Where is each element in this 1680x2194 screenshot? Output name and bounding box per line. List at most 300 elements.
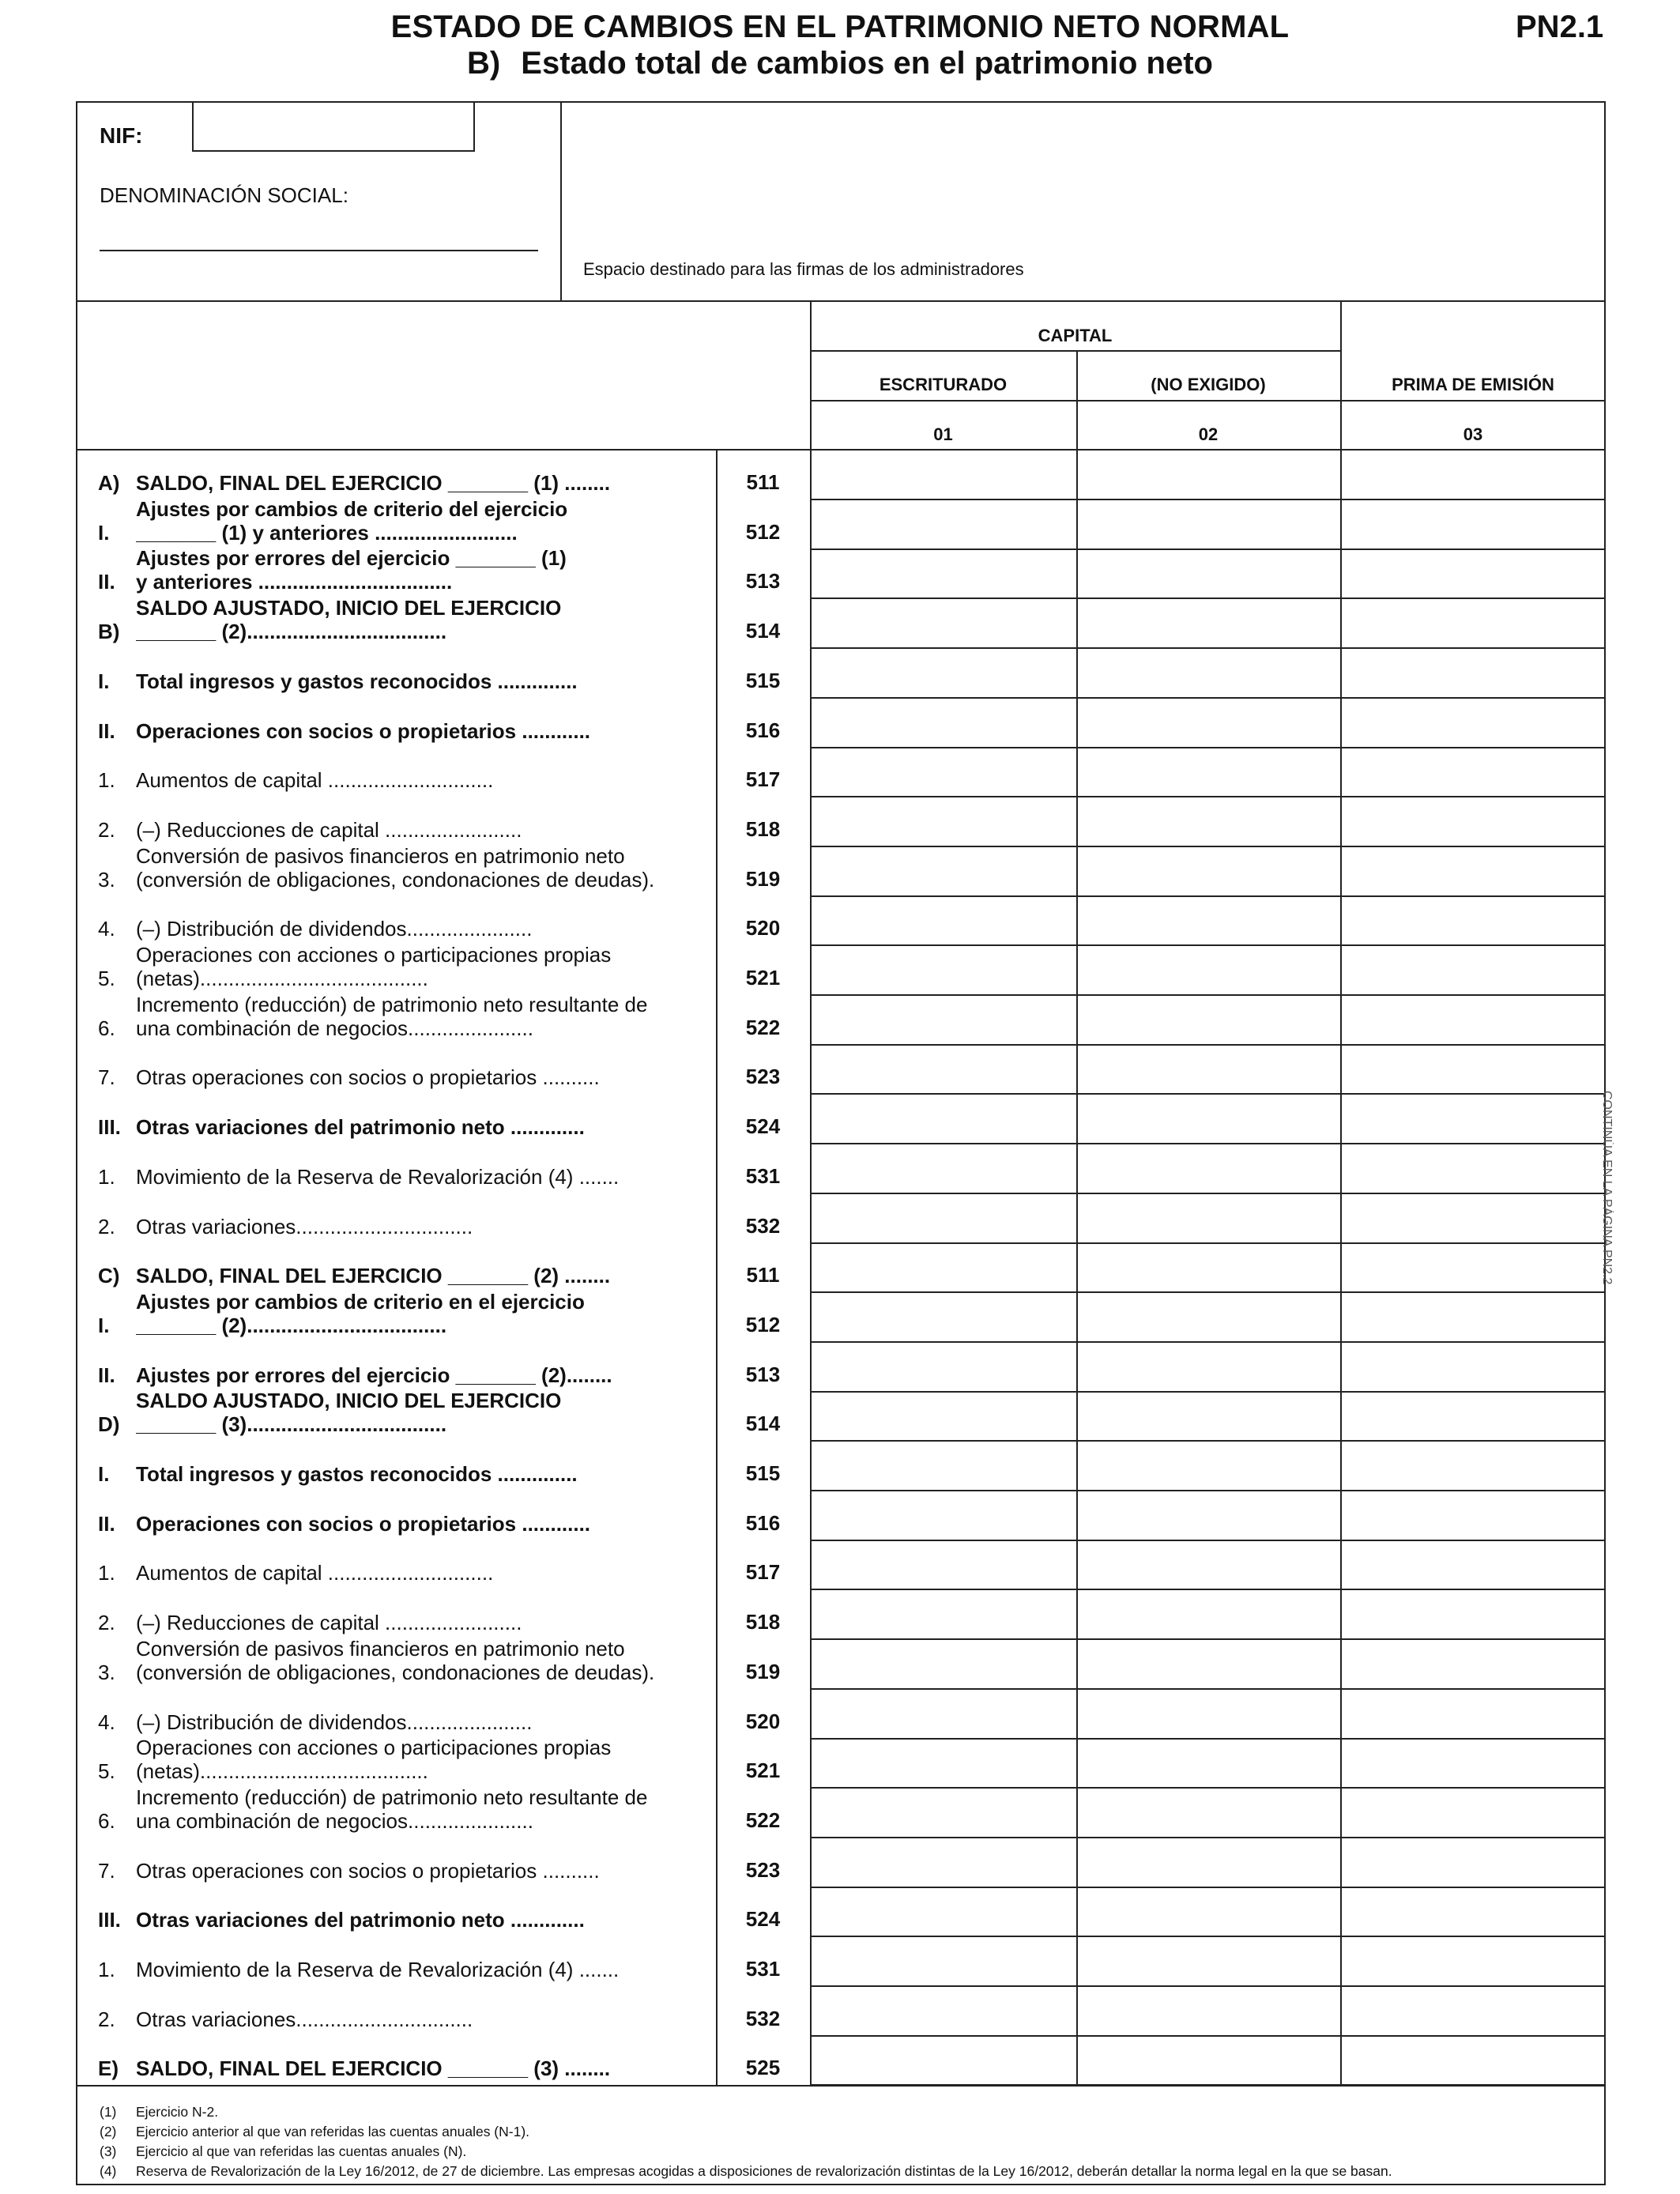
amount-cell-col1[interactable] xyxy=(812,1936,1076,1986)
amount-cell-col3[interactable] xyxy=(1342,747,1606,797)
row-marker: 5. xyxy=(98,1759,115,1784)
row-label xyxy=(98,993,699,1040)
amount-cell-col3[interactable] xyxy=(1342,1094,1606,1144)
row-text: Otras variaciones del patrimonio neto ............. xyxy=(136,1115,585,1140)
row-label xyxy=(98,596,699,643)
statement-row xyxy=(0,1193,1680,1243)
statement-row xyxy=(0,1838,1680,1887)
row-label xyxy=(98,768,699,792)
row-text: Operaciones con socios o propietarios ............ xyxy=(136,718,591,743)
row-marker: II. xyxy=(98,1363,115,1387)
amount-cell-col2[interactable] xyxy=(1078,450,1340,499)
row-text: (–) Distribución de dividendos...................... xyxy=(136,917,533,941)
row-code: 531 xyxy=(745,1163,781,1188)
row-marker: A) xyxy=(98,471,120,495)
row-label xyxy=(98,844,699,892)
amount-cell-col2[interactable] xyxy=(1078,1292,1340,1342)
no-exigido-header: (NO EXIGIDO) xyxy=(1151,375,1266,394)
amount-cell-col1[interactable] xyxy=(812,450,1076,499)
row-marker: III. xyxy=(98,1908,121,1932)
amount-cell-col3[interactable] xyxy=(1342,1887,1606,1936)
amount-cell-col1[interactable] xyxy=(812,1044,1076,1094)
row-code: 514 xyxy=(745,619,781,643)
amount-cell-col2[interactable] xyxy=(1078,747,1340,797)
row-marker: 7. xyxy=(98,1858,115,1883)
row-code: 523 xyxy=(745,1065,781,1089)
row-text: SALDO, FINAL DEL EJERCICIO _______ (3) ........ xyxy=(136,2056,611,2081)
footnote-mark: (4) xyxy=(100,2163,117,2179)
row-label xyxy=(98,1462,699,1486)
amount-cell-col1[interactable] xyxy=(812,1589,1076,1639)
amount-cell-col3[interactable] xyxy=(1342,995,1606,1045)
row-text: SALDO AJUSTADO, INICIO DEL EJERCICIO xyxy=(136,1389,562,1413)
amount-cell-col3[interactable] xyxy=(1342,1242,1606,1292)
row-text-continuation: _______ (2)................................... xyxy=(136,620,447,644)
row-text-continuation: y anteriores .................................. xyxy=(136,570,453,594)
row-marker: 3. xyxy=(98,867,115,892)
row-label xyxy=(98,719,699,743)
amount-cell-col1[interactable] xyxy=(812,548,1076,598)
statement-row xyxy=(0,1540,1680,1589)
row-text: (–) Distribución de dividendos...................... xyxy=(136,1710,533,1734)
row-label xyxy=(98,1958,699,1981)
amount-cell-col2[interactable] xyxy=(1078,1540,1340,1589)
row-label xyxy=(98,1290,699,1337)
row-marker: E) xyxy=(98,2056,119,2081)
footnote-text: Ejercicio N-2. xyxy=(136,2104,219,2120)
row-label xyxy=(98,546,699,594)
row-code: 520 xyxy=(745,916,781,941)
amount-cell-col1[interactable] xyxy=(812,747,1076,797)
firmas-area-label: Espacio destinado para las firmas de los administradores xyxy=(583,259,1024,279)
denominacion-social-field[interactable] xyxy=(100,250,538,251)
row-text: (–) Reducciones de capital ........................ xyxy=(136,817,522,842)
row-text-continuation: _______ (1) y anteriores ......................... xyxy=(136,520,518,545)
amount-cell-col1[interactable] xyxy=(812,1193,1076,1243)
amount-cell-col3[interactable] xyxy=(1342,945,1606,995)
amount-cell-col1[interactable] xyxy=(812,1292,1076,1342)
row-marker: 1. xyxy=(98,768,115,793)
statement-row xyxy=(0,992,1680,1045)
amount-cell-col2[interactable] xyxy=(1078,1986,1340,2036)
row-text-continuation: (conversión de obligaciones, condonaciones de deudas). xyxy=(136,1660,655,1684)
row-marker: III. xyxy=(98,1115,121,1140)
statement-row xyxy=(0,1044,1680,1094)
amount-cell-col3[interactable] xyxy=(1342,1491,1606,1540)
footnote-text: Ejercicio anterior al que van referidas las cuentas anuales (N-1). xyxy=(136,2124,530,2139)
side-continuation-note: CONTINÚA EN LA PÁGINA PN2.2 xyxy=(1600,1091,1614,1285)
amount-cell-col1[interactable] xyxy=(812,1242,1076,1292)
statement-row xyxy=(0,1936,1680,1986)
amount-cell-col2[interactable] xyxy=(1078,1838,1340,1887)
statement-row xyxy=(0,895,1680,945)
amount-cell-col2[interactable] xyxy=(1078,648,1340,698)
footnote xyxy=(100,2102,1392,2122)
row-text: SALDO, FINAL DEL EJERCICIO _______ (2) ........ xyxy=(136,1264,611,1288)
prima-emision-header: PRIMA DE EMISIÓN xyxy=(1392,375,1554,394)
statement-row xyxy=(0,1391,1680,1441)
statement-row xyxy=(0,450,1680,499)
amount-cell-col2[interactable] xyxy=(1078,1936,1340,1986)
row-text-continuation: (netas)........................................ xyxy=(136,967,428,990)
row-text-continuation: _______ (3)................................... xyxy=(136,1412,447,1437)
row-label xyxy=(98,1859,699,1883)
subtitle-prefix: B) xyxy=(467,46,501,81)
row-text-continuation: una combinación de negocios...................... xyxy=(136,1808,533,1833)
row-marker: D) xyxy=(98,1412,120,1437)
amount-cell-col3[interactable] xyxy=(1342,499,1606,549)
amount-cell-col3[interactable] xyxy=(1342,895,1606,945)
amount-cell-col2[interactable] xyxy=(1078,1391,1340,1441)
row-text: Total ingresos y gastos reconocidos .............. xyxy=(136,669,578,693)
amount-cell-col1[interactable] xyxy=(812,797,1076,846)
row-text: SALDO AJUSTADO, INICIO DEL EJERCICIO xyxy=(136,596,562,620)
row-code: 521 xyxy=(745,966,781,990)
amount-cell-col1[interactable] xyxy=(812,1441,1076,1491)
amount-cell-col3[interactable] xyxy=(1342,1342,1606,1392)
row-text: Conversión de pasivos financieros en patrimonio neto xyxy=(136,843,625,868)
amount-cell-col3[interactable] xyxy=(1342,1838,1606,1887)
amount-cell-col1[interactable] xyxy=(812,846,1076,896)
row-text: Conversión de pasivos financieros en patrimonio neto xyxy=(136,1636,625,1661)
statement-row xyxy=(0,1785,1680,1838)
statement-row xyxy=(0,1289,1680,1342)
row-text: Incremento (reducción) de patrimonio neto resultante de xyxy=(136,992,648,1016)
footnote-mark: (1) xyxy=(100,2104,117,2120)
row-text: Ajustes por cambios de criterio en el ejercicio xyxy=(136,1289,585,1314)
amount-cell-col1[interactable] xyxy=(812,945,1076,995)
row-label xyxy=(98,669,699,693)
row-code: 513 xyxy=(745,1362,781,1386)
amount-cell-col1[interactable] xyxy=(812,1144,1076,1193)
row-code: 520 xyxy=(745,1709,781,1733)
row-label xyxy=(98,1215,699,1238)
amount-cell-col3[interactable] xyxy=(1342,1639,1606,1689)
row-text: Incremento (reducción) de patrimonio neto resultante de xyxy=(136,1785,648,1809)
statement-row xyxy=(0,843,1680,896)
amount-cell-col1[interactable] xyxy=(812,995,1076,1045)
amount-cell-col1[interactable] xyxy=(812,1540,1076,1589)
row-code: 532 xyxy=(745,1213,781,1238)
amount-cell-col3[interactable] xyxy=(1342,1540,1606,1589)
row-code: 511 xyxy=(746,470,780,494)
row-label xyxy=(98,818,699,842)
amount-cell-col3[interactable] xyxy=(1342,1936,1606,1986)
row-label xyxy=(98,471,699,495)
capital-group-header: CAPITAL xyxy=(1038,326,1113,345)
amount-cell-col2[interactable] xyxy=(1078,945,1340,995)
row-label xyxy=(98,917,699,941)
amount-cell-col3[interactable] xyxy=(1342,797,1606,846)
row-marker: I. xyxy=(98,1462,110,1486)
amount-cell-col3[interactable] xyxy=(1342,2035,1606,2085)
column-code-03: 03 xyxy=(1463,424,1483,444)
amount-cell-col3[interactable] xyxy=(1342,1738,1606,1788)
row-text: Total ingresos y gastos reconocidos .............. xyxy=(136,1462,578,1486)
amount-cell-col1[interactable] xyxy=(812,1986,1076,2036)
row-code: 516 xyxy=(745,718,781,742)
row-label xyxy=(98,2007,699,2031)
footnotes xyxy=(100,2102,1392,2181)
row-text: Ajustes por errores del ejercicio _______ (1) xyxy=(136,546,567,571)
row-code: 532 xyxy=(745,2006,781,2030)
amount-cell-col2[interactable] xyxy=(1078,1491,1340,1540)
row-marker: II. xyxy=(98,718,115,743)
row-label xyxy=(98,1736,699,1783)
amount-cell-col1[interactable] xyxy=(812,1788,1076,1838)
statement-row xyxy=(0,1636,1680,1689)
row-marker: II. xyxy=(98,570,115,594)
row-text: SALDO, FINAL DEL EJERCICIO _______ (1) ........ xyxy=(136,471,611,495)
escriturado-header: ESCRITURADO xyxy=(879,375,1008,394)
row-text: Operaciones con socios o propietarios ............ xyxy=(136,1511,591,1536)
amount-cell-col3[interactable] xyxy=(1342,1044,1606,1094)
row-label xyxy=(98,1115,699,1139)
amount-cell-col3[interactable] xyxy=(1342,1144,1606,1193)
row-label xyxy=(98,497,699,545)
statement-row xyxy=(0,1342,1680,1392)
amount-cell-col1[interactable] xyxy=(812,499,1076,549)
amount-cell-col2[interactable] xyxy=(1078,1342,1340,1392)
nif-label: NIF: xyxy=(100,123,143,148)
row-label xyxy=(98,1363,699,1387)
amount-cell-col1[interactable] xyxy=(812,1838,1076,1887)
row-text: Movimiento de la Reserva de Revalorización (4) ....... xyxy=(136,1164,620,1189)
amount-cell-col1[interactable] xyxy=(812,698,1076,748)
amount-cell-col3[interactable] xyxy=(1342,1589,1606,1639)
row-text: Otras variaciones............................... xyxy=(136,2007,473,2031)
row-label xyxy=(98,1637,699,1684)
amount-cell-col2[interactable] xyxy=(1078,1044,1340,1094)
row-label xyxy=(98,1908,699,1932)
row-code: 512 xyxy=(745,519,781,544)
nif-input[interactable] xyxy=(192,103,475,152)
row-code: 525 xyxy=(745,2056,781,2080)
row-code: 524 xyxy=(745,1114,781,1139)
statement-row xyxy=(0,648,1680,698)
amount-cell-col3[interactable] xyxy=(1342,450,1606,499)
denominacion-social-label: DENOMINACIÓN SOCIAL: xyxy=(100,183,348,207)
footnote xyxy=(100,2122,1392,2142)
amount-cell-col1[interactable] xyxy=(812,1639,1076,1689)
row-label xyxy=(98,1785,699,1833)
amount-cell-col1[interactable] xyxy=(812,1738,1076,1788)
row-text: Movimiento de la Reserva de Revalorización (4) ....... xyxy=(136,1958,620,1981)
amount-cell-col2[interactable] xyxy=(1078,1689,1340,1739)
row-text: Otras variaciones del patrimonio neto ............. xyxy=(136,1908,585,1932)
row-text: Aumentos de capital ............................. xyxy=(136,1561,494,1585)
row-text: Otras operaciones con socios o propietarios .......... xyxy=(136,1065,600,1090)
statement-row xyxy=(0,1094,1680,1144)
row-marker: I. xyxy=(98,520,110,545)
row-label xyxy=(98,1611,699,1634)
footnote-mark: (3) xyxy=(100,2143,117,2159)
amount-cell-col1[interactable] xyxy=(812,598,1076,648)
footnote xyxy=(100,2142,1392,2162)
row-code: 523 xyxy=(745,1857,781,1882)
amount-cell-col3[interactable] xyxy=(1342,648,1606,698)
subtitle-text: Estado total de cambios en el patrimonio neto xyxy=(521,46,1213,81)
row-code: 514 xyxy=(745,1412,781,1436)
statement-row xyxy=(0,797,1680,846)
row-marker: 5. xyxy=(98,967,115,990)
row-marker: 3. xyxy=(98,1660,115,1684)
row-marker: 1. xyxy=(98,1561,115,1585)
statement-row xyxy=(0,2035,1680,2085)
amount-cell-col3[interactable] xyxy=(1342,1193,1606,1243)
statement-row xyxy=(0,1589,1680,1639)
row-code: 518 xyxy=(745,1610,781,1634)
row-marker: 2. xyxy=(98,1611,115,1635)
statement-row xyxy=(0,1242,1680,1292)
amount-cell-col2[interactable] xyxy=(1078,698,1340,748)
statement-row xyxy=(0,1986,1680,2036)
row-marker: 7. xyxy=(98,1065,115,1090)
row-marker: I. xyxy=(98,669,110,693)
row-text-continuation: una combinación de negocios...................... xyxy=(136,1016,533,1040)
statement-row xyxy=(0,1738,1680,1788)
form-title: ESTADO DE CAMBIOS EN EL PATRIMONIO NETO NORMAL xyxy=(390,9,1290,44)
row-marker: 6. xyxy=(98,1808,115,1833)
statement-row xyxy=(0,945,1680,995)
header-divider xyxy=(810,350,1340,352)
row-code: 512 xyxy=(745,1312,781,1336)
statement-row xyxy=(0,1887,1680,1936)
identification-separator xyxy=(560,101,562,302)
statement-row xyxy=(0,598,1680,648)
statement-row xyxy=(0,1491,1680,1540)
amount-cell-col3[interactable] xyxy=(1342,1986,1606,2036)
row-marker: 2. xyxy=(98,1214,115,1238)
amount-cell-col2[interactable] xyxy=(1078,548,1340,598)
row-marker: 1. xyxy=(98,1958,115,1981)
column-code-02: 02 xyxy=(1198,424,1219,444)
footnote xyxy=(100,2162,1392,2181)
row-text: Otras variaciones............................... xyxy=(136,1214,473,1238)
amount-cell-col2[interactable] xyxy=(1078,1639,1340,1689)
row-code: 511 xyxy=(746,1263,780,1287)
row-code: 531 xyxy=(745,1957,781,1981)
row-code: 513 xyxy=(745,569,781,594)
statement-row xyxy=(0,496,1680,549)
row-label xyxy=(98,1512,699,1536)
row-code: 515 xyxy=(745,1461,781,1485)
amount-cell-col3[interactable] xyxy=(1342,846,1606,896)
row-code: 518 xyxy=(745,816,781,841)
amount-cell-col1[interactable] xyxy=(812,2035,1076,2085)
amount-cell-col1[interactable] xyxy=(812,1887,1076,1936)
row-marker: 4. xyxy=(98,917,115,941)
amount-cell-col3[interactable] xyxy=(1342,548,1606,598)
amount-cell-col2[interactable] xyxy=(1078,1094,1340,1144)
row-label xyxy=(98,1389,699,1436)
row-label xyxy=(98,1561,699,1585)
amount-cell-col1[interactable] xyxy=(812,648,1076,698)
row-code: 519 xyxy=(745,1659,781,1683)
amount-cell-col2[interactable] xyxy=(1078,1193,1340,1243)
amount-cell-col2[interactable] xyxy=(1078,797,1340,846)
row-code: 522 xyxy=(745,1015,781,1039)
row-marker: C) xyxy=(98,1264,120,1288)
amount-cell-col1[interactable] xyxy=(812,1094,1076,1144)
row-marker: 1. xyxy=(98,1164,115,1189)
row-label xyxy=(98,1065,699,1089)
amount-cell-col2[interactable] xyxy=(1078,1441,1340,1491)
row-text: Operaciones con acciones o participaciones propias xyxy=(136,943,612,967)
amount-cell-col3[interactable] xyxy=(1342,598,1606,648)
row-marker: 2. xyxy=(98,2007,115,2031)
amount-cell-col2[interactable] xyxy=(1078,598,1340,648)
amount-cell-col2[interactable] xyxy=(1078,499,1340,549)
row-text: (–) Reducciones de capital ........................ xyxy=(136,1611,522,1635)
amount-cell-col2[interactable] xyxy=(1078,1144,1340,1193)
amount-cell-col1[interactable] xyxy=(812,1491,1076,1540)
row-marker: 2. xyxy=(98,817,115,842)
row-divider xyxy=(810,2084,1606,2086)
amount-cell-col2[interactable] xyxy=(1078,895,1340,945)
row-marker: B) xyxy=(98,620,120,644)
row-marker: 4. xyxy=(98,1710,115,1734)
amount-cell-col1[interactable] xyxy=(812,895,1076,945)
form-subtitle xyxy=(0,46,1680,81)
row-text: Ajustes por errores del ejercicio _______ (2)........ xyxy=(136,1363,612,1387)
form-code: PN2.1 xyxy=(1516,9,1604,44)
amount-cell-col2[interactable] xyxy=(1078,1242,1340,1292)
amount-cell-col1[interactable] xyxy=(812,1391,1076,1441)
row-text-continuation: (netas)........................................ xyxy=(136,1759,428,1784)
row-label xyxy=(98,1264,699,1287)
footnote-mark: (2) xyxy=(100,2124,117,2139)
statement-row xyxy=(0,747,1680,797)
footnote-text: Ejercicio al que van referidas las cuentas anuales (N). xyxy=(136,2143,467,2159)
amount-cell-col2[interactable] xyxy=(1078,846,1340,896)
amount-cell-col2[interactable] xyxy=(1078,1589,1340,1639)
amount-cell-col3[interactable] xyxy=(1342,698,1606,748)
row-text-continuation: (conversión de obligaciones, condonaciones de deudas). xyxy=(136,867,655,892)
row-code: 517 xyxy=(745,1560,781,1585)
row-code: 517 xyxy=(745,767,781,792)
amount-cell-col3[interactable] xyxy=(1342,1788,1606,1838)
amount-cell-col2[interactable] xyxy=(1078,1788,1340,1838)
row-code: 524 xyxy=(745,1907,781,1932)
footnote-text: Reserva de Revalorización de la Ley 16/2012, de 27 de diciembre. Las empresas acogidas a disposiciones de revalorización distintas de la Ley 16/2012, deberán detallar la norma legal en la que se basan. xyxy=(136,2163,1392,2179)
statement-row xyxy=(0,1441,1680,1491)
column-code-01: 01 xyxy=(933,424,953,444)
amount-cell-col1[interactable] xyxy=(812,1342,1076,1392)
row-code: 521 xyxy=(745,1759,781,1783)
amount-cell-col3[interactable] xyxy=(1342,1441,1606,1491)
amount-cell-col2[interactable] xyxy=(1078,1738,1340,1788)
amount-cell-col2[interactable] xyxy=(1078,1887,1340,1936)
row-label xyxy=(98,943,699,990)
row-label xyxy=(98,1165,699,1189)
amount-cell-col2[interactable] xyxy=(1078,995,1340,1045)
amount-cell-col3[interactable] xyxy=(1342,1689,1606,1739)
statement-row xyxy=(0,548,1680,598)
statement-row xyxy=(0,1689,1680,1739)
header-divider xyxy=(810,400,1606,401)
row-label xyxy=(98,2056,699,2080)
amount-cell-col3[interactable] xyxy=(1342,1391,1606,1441)
row-code: 519 xyxy=(745,866,781,891)
amount-cell-col2[interactable] xyxy=(1078,2035,1340,2085)
amount-cell-col3[interactable] xyxy=(1342,1292,1606,1342)
statement-row xyxy=(0,698,1680,748)
row-marker: I. xyxy=(98,1313,110,1337)
row-text-continuation: _______ (2)................................... xyxy=(136,1313,447,1337)
row-text: Ajustes por cambios de criterio del ejercicio xyxy=(136,496,568,521)
amount-cell-col1[interactable] xyxy=(812,1689,1076,1739)
